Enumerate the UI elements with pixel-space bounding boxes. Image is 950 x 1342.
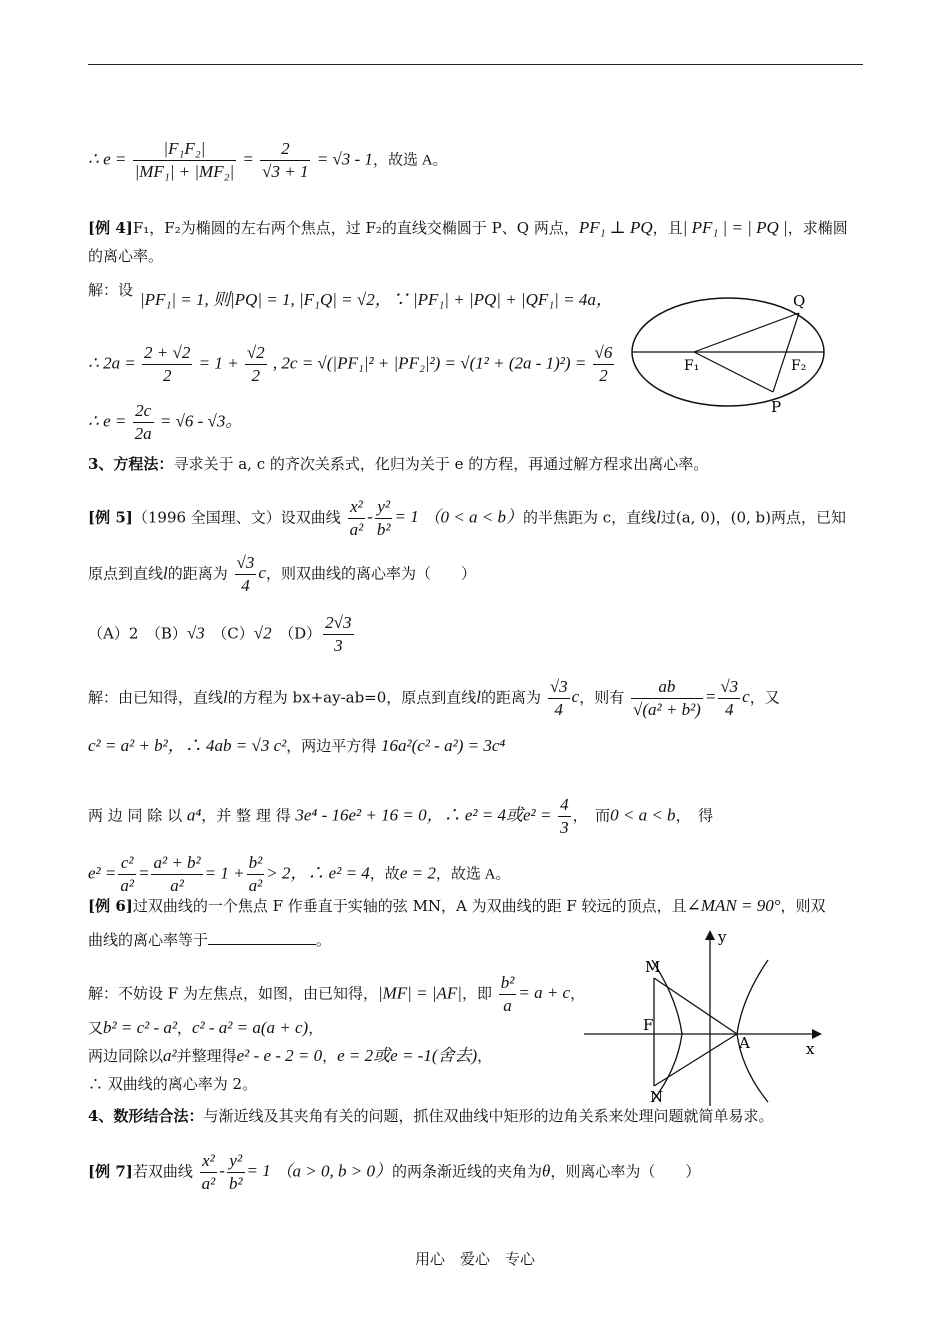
segment-f1-q <box>694 313 799 352</box>
example-6-statement-cont: 曲线的离心率等于 。 <box>88 931 332 949</box>
method-3-heading: 3、方程法：寻求关于 a, c 的齐次关系式，化归为关于 e 的方程，再通过解方程求出离心率。 <box>88 455 709 473</box>
example-6-solution-1: 解：不妨设 F 为左焦点，如图，由已知得，|MF| = |AF|，即 $\frac{\text{b²}}{a}$ = a + c， <box>88 973 586 1015</box>
label-p: P <box>771 398 782 416</box>
segment-m-a <box>654 978 737 1034</box>
example-4-statement-cont: 的离心率。 <box>88 247 164 265</box>
example-4-solution-2: ∴ 2a = $\frac{2 + √2}{2}$ = 1 + $\frac{√2}{2}$ , 2c = √(|PF₁|² + |PF₂|²) = √(1² + (2a - 1)²) = $\frac{√6}{2}$ <box>88 343 613 385</box>
right-branch <box>737 960 768 1102</box>
example-6-statement: [例 6]过双曲线的一个焦点 F 作垂直于实轴的弦 MN，A 为双曲线的距 F 较远的顶点，且∠MAN = 90°，则双 <box>88 896 826 915</box>
example-5-solution-4: e² = $\frac{\text{c²}}{\text{a²}}$ = $\frac{\text{a² + b²}}{\text{a²}}$ = 1 + $\frac{\text{b²}}{\text{a²}}$ > 2，∴ e² = 4，故e = 2，故选 A。 <box>88 853 511 895</box>
example-5-solution-2: c² = a² + b²，∴ 4ab = √3 c²，两边平方得 16a²(c² - a²) = 3c⁴ <box>88 736 506 755</box>
segment-f1-p <box>694 352 773 392</box>
header-rule <box>88 64 863 65</box>
label-y: y <box>718 928 727 946</box>
e-result-line: ∴ e = $\frac{\text{|F₁F₂|}}{\text{|MF₁| + |MF₂|}}$ = $\frac{2}{√3 + 1}$ = √3 - 1，故选 A。 <box>88 139 448 181</box>
y-axis-arrow <box>705 930 715 940</box>
example-6-solution-4: ∴ 双曲线的离心率为 2。 <box>88 1075 258 1093</box>
page-footer: 用心 爱心 专心 <box>414 1250 535 1268</box>
example-4-statement: [例 4]F₁，F₂为椭圆的左右两个焦点，过 F₂的直线交椭圆于 P、Q 两点，PF₁ ⊥ PQ，且| PF₁ | = | PQ |，求椭圆 <box>88 218 848 237</box>
left-branch <box>652 960 682 1102</box>
example-4-solution-eq1: |PF₁| = 1, 则|PQ| = 1, |F₁Q| = √2，∵ |PF₁| + |PQ| + |QF₁| = 4a， <box>140 290 613 309</box>
example-5-solution-3: 两 边 同 除 以 a⁴，并 整 理 得 3e⁴ - 16e² + 16 = 0，∴ e² = 4或e² = $\frac{4}{3}$ ， 而0 < a < b， 得 <box>88 795 714 837</box>
example-7-statement: [例 7]若双曲线 $\frac{\text{x²}}{\text{a²}}$ - $\frac{\text{y²}}{\text{b²}}$ = 1 （a > 0, b > 0）的两条渐近线的夹角为θ，则离心率为（ ） <box>88 1151 701 1193</box>
label-f: F <box>643 1016 654 1034</box>
method-4-heading: 4、数形结合法：与渐近线及其夹角有关的问题，抓住双曲线中矩形的边角关系来处理问题就简单易求。 <box>88 1107 774 1125</box>
hyperbola-figure <box>582 926 832 1108</box>
example-5-options: （A）2 （B）√3 （C）√2 （D） $\frac{2√3}{3}$ <box>88 613 352 655</box>
example-6-solution-2: 又b² = c² - a²，c² - a² = a(a + c)， <box>88 1018 324 1037</box>
label-f1: F₁ <box>684 358 700 374</box>
example-5-statement: [例 5]（1996 全国理、文）设双曲线 $\frac{\text{x²}}{\text{a²}}$ - $\frac{\text{y²}}{\text{b²}}$ = 1 （0 < a < b）的半焦距为 c，直线l过(a, 0)，(0, b)两点，已知 <box>88 497 846 539</box>
label-x: x <box>806 1040 815 1058</box>
label-a: A <box>739 1034 750 1052</box>
x-axis-arrow <box>812 1029 822 1039</box>
example-4-solution-1: 解：设 <box>88 281 134 299</box>
answer-blank[interactable] <box>208 930 316 945</box>
example-5-solution-1: 解：由已知得，直线l的方程为 bx+ay-ab=0，原点到直线l的距离为 $\frac{√3}{4}$ c，则有 $\frac{ab}{\text{√(a² + b²)}}$ = $\frac{√3}{4}$ c，又 <box>88 677 780 719</box>
label-q: Q <box>793 292 806 310</box>
ellipse-figure <box>628 288 833 418</box>
example-5-statement-cont: 原点到直线l的距离为 $\frac{√3}{4}$ c，则双曲线的离心率为（ ） <box>88 553 476 595</box>
segment-n-a <box>654 1034 737 1086</box>
example-6-solution-3: 两边同除以a²并整理得e² - e - 2 = 0，e = 2或e = -1(舍去)， <box>88 1046 493 1065</box>
example-4-solution-3: ∴ e = $\frac{2c}{2a}$ = √6 - √3。 <box>88 401 243 443</box>
label-n: N <box>650 1088 664 1106</box>
label-m: M <box>645 958 661 976</box>
label-f2: F₂ <box>791 358 807 374</box>
